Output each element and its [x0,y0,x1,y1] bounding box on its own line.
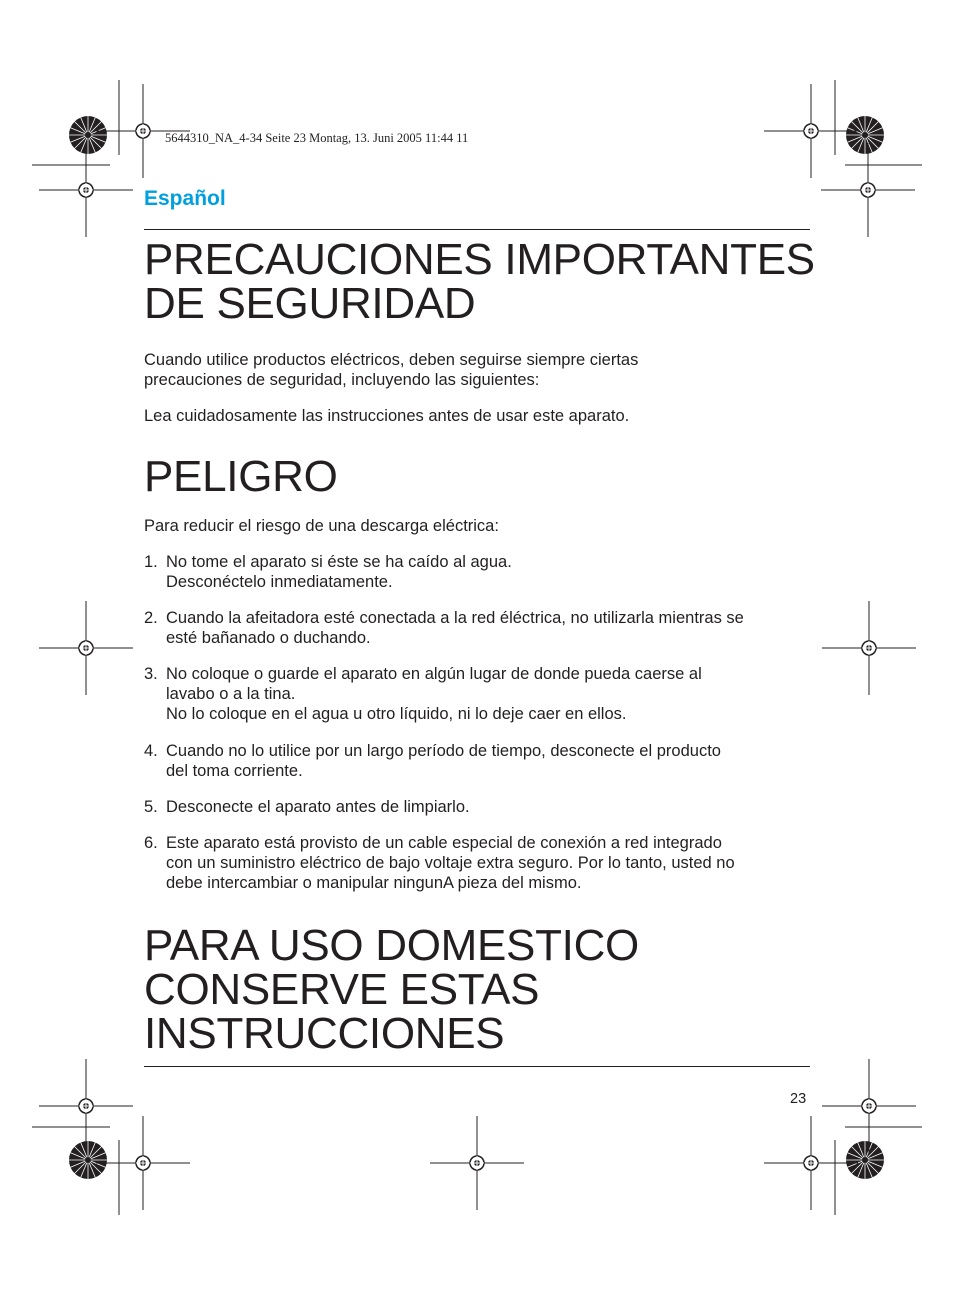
danger-list-item [144,552,810,592]
safety-title-line: DE SEGURIDAD [144,279,476,328]
bottom-divider [144,1066,810,1067]
safety-intro-line: precauciones de seguridad, incluyendo las siguientes: [144,371,540,389]
item-number: 5. [144,798,158,816]
domestic-use-title [144,921,639,1058]
item-line: No coloque o guarde el aparato en algún lugar de donde pueda caerse al [166,665,702,683]
danger-title: PELIGRO [144,452,338,501]
safety-title-line: PRECAUCIONES IMPORTANTES [144,235,815,284]
safety-title [144,235,815,328]
item-number: 3. [144,665,158,683]
page-number: 23 [790,1091,807,1107]
print-slug: 5644310_NA_4-34 Seite 23 Montag, 13. Juni 2005 11:44 11 [165,131,469,145]
danger-list-item [144,833,810,893]
item-number: 2. [144,609,158,627]
item-line: Desconéctelo inmediatamente. [166,573,393,591]
item-number: 1. [144,553,158,571]
danger-list-item [144,741,810,781]
item-line: Cuando la afeitadora esté conectada a la red éléctrica, no utilizarla mientras se [166,609,744,627]
item-line: lavabo o a la tina. [166,685,296,703]
safety-intro [144,350,810,390]
item-line: Cuando no lo utilice por un largo período de tiempo, desconecte el producto [166,742,721,760]
safety-intro-line: Cuando utilice productos eléctricos, deben seguirse siempre ciertas [144,351,639,369]
item-line: con un suministro eléctrico de bajo voltaje extra seguro. Por lo tanto, usted no [166,854,735,872]
top-divider [144,229,810,230]
item-line: esté bañanado o duchando. [166,629,371,647]
item-line: del toma corriente. [166,762,303,780]
danger-list-item [144,664,810,724]
item-number: 4. [144,742,158,760]
language-heading: Español [144,187,226,210]
item-line: Este aparato está provisto de un cable especial de conexión a red integrado [166,834,722,852]
item-line: Desconecte el aparato antes de limpiarlo. [166,798,470,816]
item-line: debe intercambiar o manipular ningunA pieza del mismo. [166,874,582,892]
domestic-title-line: CONSERVE ESTAS [144,965,540,1014]
item-line: No lo coloque en el agua u otro líquido, ni lo deje caer en ellos. [166,705,627,723]
item-line: No tome el aparato si éste se ha caído al agua. [166,553,512,571]
read-instructions-note: Lea cuidadosamente las instrucciones antes de usar este aparato. [144,407,630,425]
danger-list-item [144,608,810,648]
item-number: 6. [144,834,158,852]
domestic-title-line: PARA USO DOMESTICO [144,921,639,970]
domestic-title-line: INSTRUCCIONES [144,1009,505,1058]
danger-intro: Para reducir el riesgo de una descarga eléctrica: [144,517,499,535]
danger-list-item [144,797,810,817]
